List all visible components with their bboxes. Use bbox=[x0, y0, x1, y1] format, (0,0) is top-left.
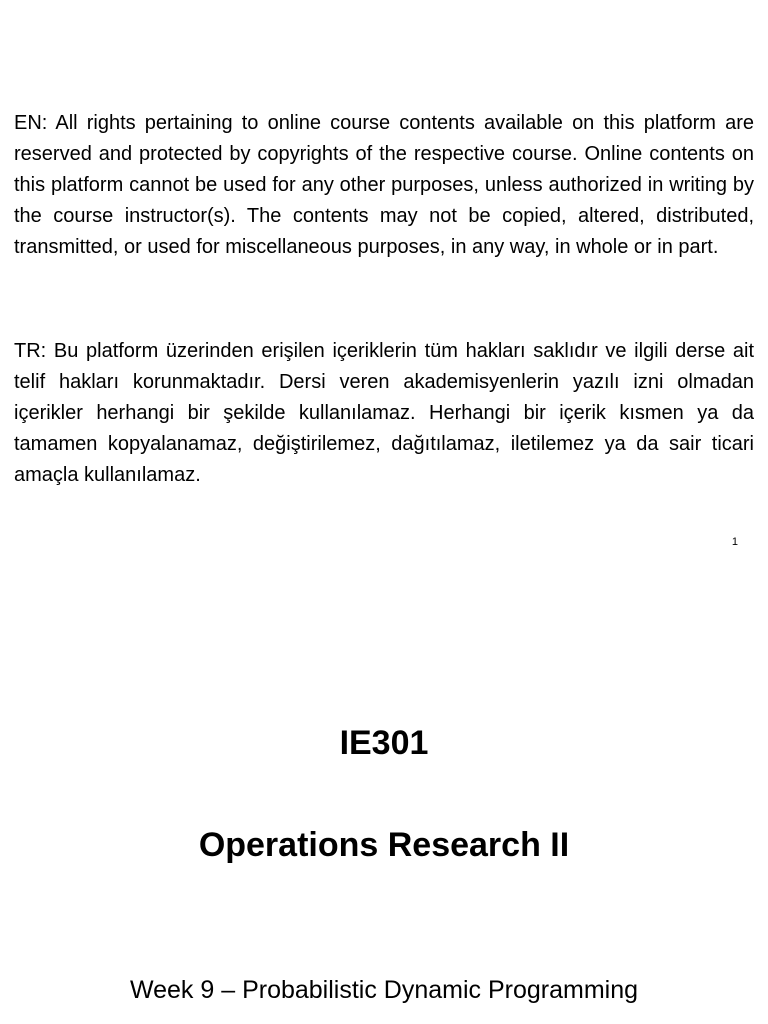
course-title: Operations Research II bbox=[198, 826, 570, 864]
course-code: IE301 bbox=[339, 724, 429, 762]
copyright-notice-en: EN: All rights pertaining to online course contents available on this platform are reserved and protected by copyrights of the respective course. Online contents on this platform cannot be used for any other purposes, unless authorized in writing by the course instructor(s). The contents may not be copied, altered, distributed, transmitted, or used for miscellaneous purposes, in any way, in whole or in part. bbox=[14, 112, 754, 258]
page-number: 1 bbox=[731, 536, 738, 548]
title-slide bbox=[0, 512, 768, 1024]
week-subtitle: Week 9 – Probabilistic Dynamic Programming bbox=[129, 976, 639, 1004]
copyright-notice-tr: TR: Bu platform üzerinden erişilen içeriklerin tüm hakları saklıdır ve ilgili derse ait telif hakları korunmaktadır. Dersi veren akademisyenlerin yazılı izni olmadan içerikler herhangi bir şekilde kullanılamaz. Herhangi bir içerik kısmen ya da tamamen kopyalanamaz, değiştirilemez, dağıtılamaz, iletilemez ya da sair ticari amaçla kullanılamaz. bbox=[14, 340, 754, 486]
